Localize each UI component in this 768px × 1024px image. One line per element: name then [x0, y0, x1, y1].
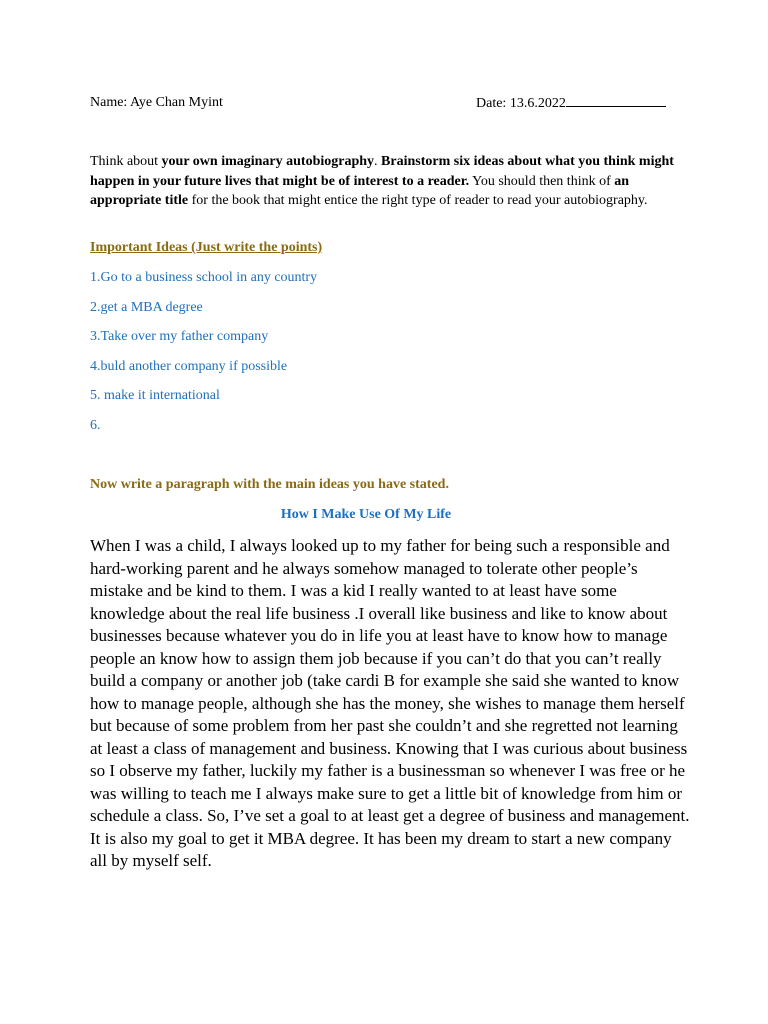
- idea-item: 3.Take over my father company: [90, 329, 269, 344]
- instructions-bold-2: Brainstorm six ideas about what you think might happen in your future lives that might be of interest to a reader.: [90, 154, 674, 189]
- instructions-text-2: .: [374, 154, 382, 169]
- instructions-text-1: Think about: [90, 154, 162, 169]
- instructions-text-3: You should then think of: [469, 173, 615, 189]
- instructions-bold-3: an appropriate title: [90, 173, 630, 208]
- date-text: Date: 13.6.2022: [476, 96, 566, 111]
- paragraph-prompt: Now write a paragraph with the main ideas you have stated.: [90, 477, 449, 492]
- ideas-list: [90, 269, 317, 446]
- instructions: [90, 152, 682, 211]
- instructions-bold-1: your own imaginary autobiography: [161, 154, 375, 169]
- idea-item: 4.buld another company if possible: [90, 358, 288, 374]
- idea-item: 1.Go to a business school in any country: [90, 270, 318, 285]
- date-field: [476, 94, 666, 113]
- idea-item: 6.: [90, 417, 101, 433]
- date-underline: [566, 94, 666, 107]
- instructions-text-4: for the book that might entice the right type of reader to read your autobiography.: [188, 193, 648, 208]
- document-page: [90, 0, 690, 1024]
- essay-title: How I Make Use Of My Life: [280, 507, 452, 522]
- idea-item: 2.get a MBA degree: [90, 299, 203, 315]
- idea-item: 5. make it international: [90, 388, 220, 403]
- student-name: Name: Aye Chan Myint: [90, 95, 223, 110]
- essay-body: When I was a child, I always looked up to my father for being such a responsible and hard-working parent and he always somehow managed to tolerate other people’s mistake and be kind to them. I was a kid I really wanted to at least have some knowledge about the real life business .I overall like business and like to know about businesses because whatever you do in life you at least have to know how to manage people an know how to assign them job because if you can’t do that you can’t really build a company or another job (take cardi B for example she said she wanted to know how to manage people, although she has the money, she wishes to manage them herself but because of some problem from her past she couldn’t and she regretted not learning at least a class of management and business. Knowing that I was curious about business so I observe my father, luckily my father is a businessman so whenever I was free or he was willing to teach me I always make sure to get a little bit of knowledge from him or schedule a class. So, I’ve set a goal to at least get a degree of business and management. It is also my goal to get it MBA degree. It has been my dream to start a new company all by myself self.: [90, 536, 690, 870]
- ideas-heading: Important Ideas (Just write the points): [90, 240, 323, 255]
